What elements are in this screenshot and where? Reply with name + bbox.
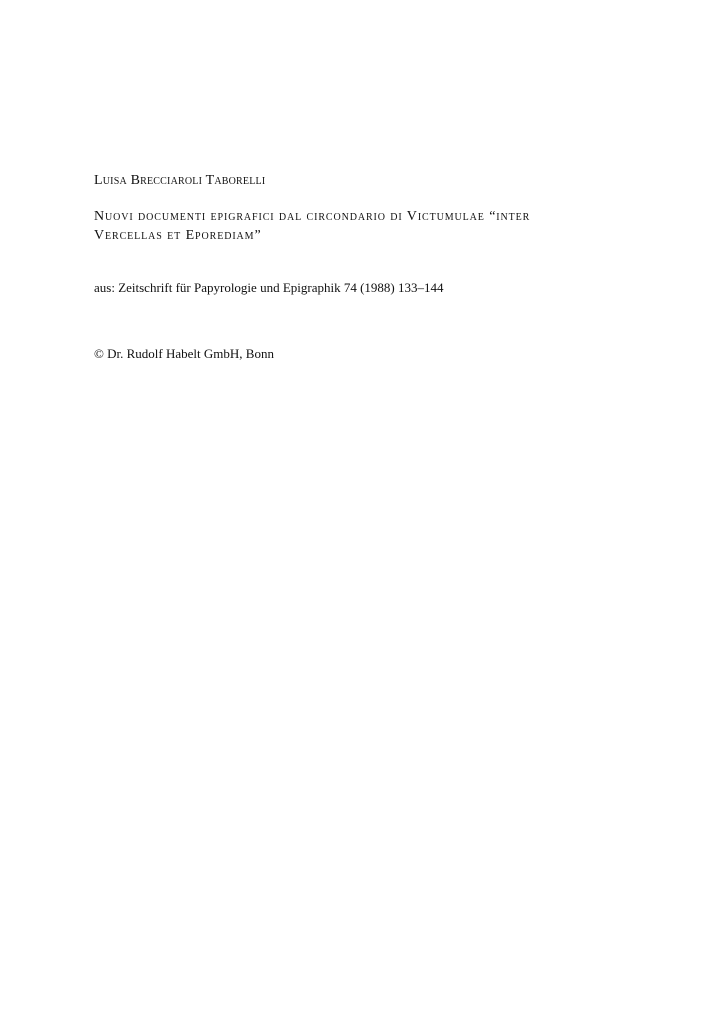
source-citation: aus: Zeitschrift für Papyrologie und Epigraphik 74 (1988) 133–144 [94,280,444,295]
article-title-line-2: Vercellas et Eporediam” [94,228,262,243]
article-title-line-1: Nuovi documenti epigrafici dal circondario di Victumulae “inter [94,209,531,224]
copyright-notice: © Dr. Rudolf Habelt GmbH, Bonn [94,346,274,361]
author-name: Luisa Brecciaroli Taborelli [94,173,266,188]
article-title [94,207,654,245]
